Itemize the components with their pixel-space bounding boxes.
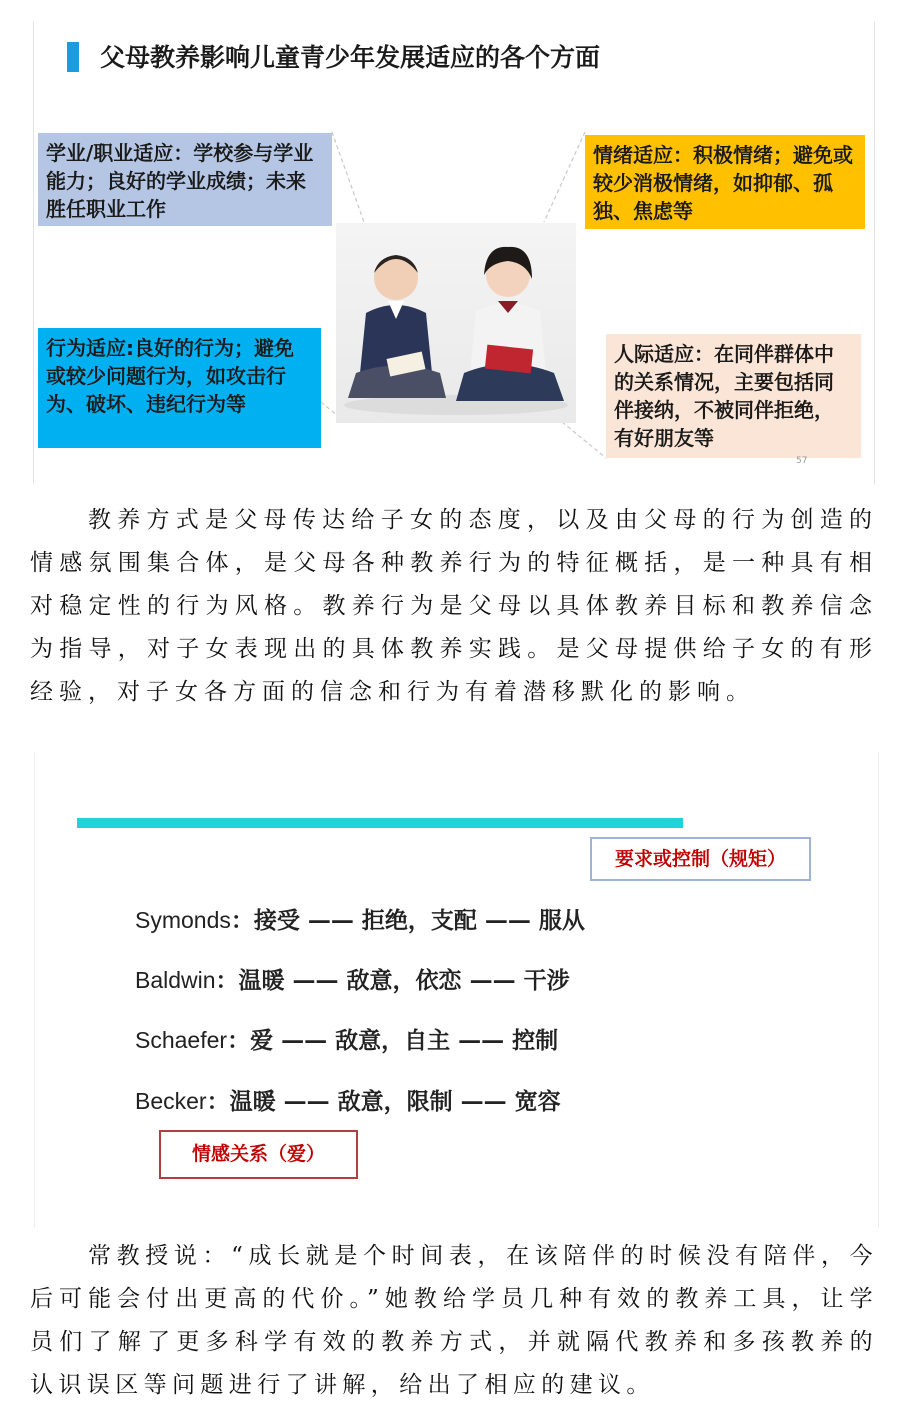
theorist-dimensions: ：温暖 —— 敌意，限制 —— 宽容 [206, 1088, 561, 1115]
slide-adaptation-aspects [33, 22, 875, 484]
theorist-dimensions: ：接受 —— 拒绝，支配 —— 服从 [230, 907, 585, 934]
love-label-box: 情感关系（爱） [159, 1130, 358, 1179]
social-adaptation-box: 人际适应：在同伴群体中的关系情况，主要包括同伴接纳，不被同伴拒绝，有好朋友等 [606, 334, 861, 458]
slide-title: 父母教养影响儿童青少年发展适应的各个方面 [100, 43, 601, 72]
theorist-name: Symonds [135, 907, 231, 933]
connector-academic [332, 132, 364, 222]
page-number: 57 [796, 456, 808, 466]
theorist-name: Baldwin [135, 967, 216, 993]
paragraph-parenting-style [30, 499, 878, 714]
paragraph-text: 教养方式是父母传达给子女的态度，以及由父母的行为创造的情感氛围集合体，是父母各种教养行为的特征概括，是一种具有相对稳定性的行为风格。教养行为是父母以具体教养目标和教养信念为指导，对子女表现出的具体教养实践。是父母提供给子女的有形经验，对子女各方面的信念和行为有着潜移默化的影响。 [30, 507, 878, 705]
theorist-dimensions: ：温暖 —— 敌意，依恋 —— 干涉 [215, 967, 570, 994]
connector-social [562, 422, 606, 458]
theorist-name: Becker [135, 1088, 207, 1114]
emotion-adaptation-box: 情绪适应：积极情绪；避免或较少消极情绪，如抑郁、孤独、焦虑等 [585, 135, 865, 229]
behavior-adaptation-box: 行为适应:良好的行为；避免或较少问题行为，如攻击行为、破坏、违纪行为等 [38, 328, 321, 448]
theorist-name: Schaefer [135, 1027, 228, 1053]
accent-bar [77, 818, 683, 828]
theorist-row [135, 1083, 561, 1116]
theorist-row [135, 902, 585, 935]
children-reading-photo [336, 223, 576, 423]
paragraph-professor-quote [30, 1235, 878, 1407]
control-label-box: 要求或控制（规矩） [590, 837, 811, 881]
connector-emotion [544, 132, 585, 222]
paragraph-text: 常教授说：“成长就是个时间表，在该陪伴的时候没有陪伴，今后可能会付出更高的代价。”她教给学员几种有效的教养工具，让学员们了解了更多科学有效的教养方式，并就隔代教养和多孩教养的认识误区等问题进行了讲解，给出了相应的建议。 [30, 1243, 878, 1398]
slide-parenting-dimensions [34, 752, 879, 1228]
academic-adaptation-box: 学业/职业适应：学校参与学业能力；良好的学业成绩；未来胜任职业工作 [38, 133, 332, 226]
theorist-dimensions: ：爱 —— 敌意，自主 —— 控制 [227, 1027, 559, 1054]
theorist-row [135, 962, 570, 995]
theorist-row [135, 1022, 558, 1055]
